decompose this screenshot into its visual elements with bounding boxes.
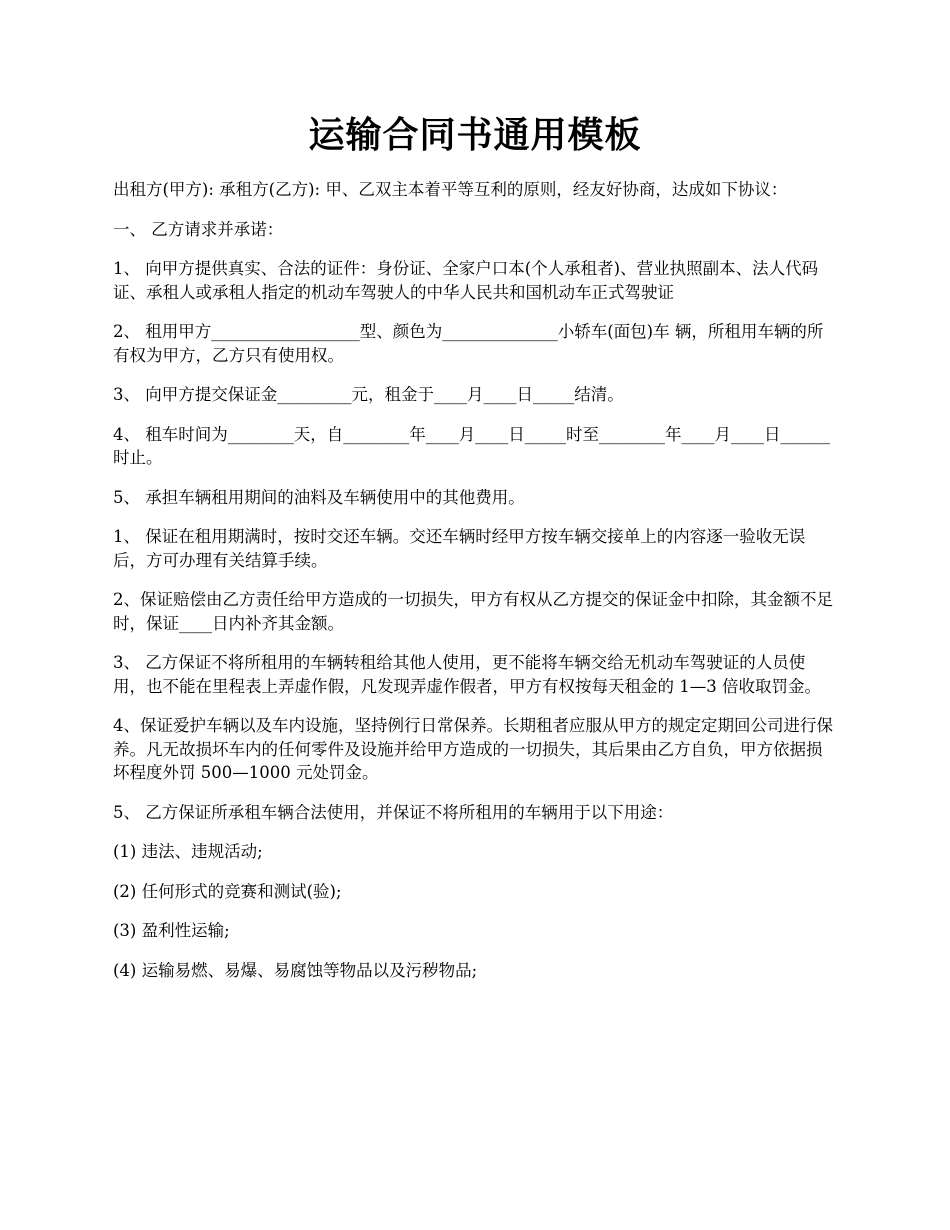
paragraph-guarantee-1-return: 1、 保证在租用期满时，按时交还车辆。交还车辆时经甲方按车辆交接单上的内容逐一验收无误后，方可办理有关结算手续。 — [113, 527, 806, 570]
list-item-use-4: (4) 运输易燃、易爆、易腐蚀等物品以及污秽物品; — [113, 960, 478, 980]
list-item-use-3: (3) 盈利性运输; — [113, 921, 230, 940]
paragraph-guarantee-5-legal-use: 5、 乙方保证所承租车辆合法使用，并保证不将所租用的车辆用于以下用途： — [113, 802, 674, 822]
paragraph-item-5-costs: 5、 承担车辆租用期间的油料及车辆使用中的其他费用。 — [113, 487, 525, 507]
paragraph-guarantee-4-maintenance: 4、保证爱护车辆以及车内设施，坚持例行日常保养。长期租者应服从甲方的规定定期回公司进行保养。凡无故损坏车内的任何零件及设施并给甲方造成的一切损失，其后果由乙方自负，甲方依据损坏程度外罚 500—1000 元处罚金。 — [113, 716, 833, 782]
paragraph-item-3-deposit: 3、 向甲方提交保证金_________元，租金于____月____日_____结清。 — [113, 385, 624, 404]
paragraph-item-4-rental-period: 4、 租车时间为________天，自________年____月____日_____时至________年____月____日______时止。 — [113, 424, 830, 467]
paragraph-guarantee-2-compensation: 2、保证赔偿由乙方责任给甲方造成的一切损失，甲方有权从乙方提交的保证金中扣除，其金额不足时，保证____日内补齐其金额。 — [113, 590, 833, 633]
document-body — [113, 178, 837, 998]
paragraph-guarantee-3-sublease: 3、 乙方保证不将所租用的车辆转租给其他人使用，更不能将车辆交给无机动车驾驶证的人员使用，也不能在里程表上弄虚作假，凡发现弄虚作假者，甲方有权按每天租金的 1—3 倍收取罚金。 — [113, 653, 821, 696]
paragraph-section-1-heading: 一、 乙方请求并承诺： — [113, 219, 284, 239]
list-item-use-1: (1) 违法、违规活动; — [113, 842, 263, 861]
paragraph-item-2-vehicle: 2、 租用甲方__________________型、颜色为______________小轿车(面包)车 辆，所租用车辆的所有权为甲方，乙方只有使用权。 — [113, 322, 824, 365]
paragraph-parties: 出租方(甲方): 承租方(乙方): 甲、乙双主本着平等互利的原则，经友好协商，达成如下协议： — [113, 180, 788, 199]
list-item-use-2: (2) 任何形式的竞赛和测试(验); — [113, 881, 342, 901]
paragraph-item-1-documents: 1、 向甲方提供真实、合法的证件：身份证、全家户口本(个人承租者)、营业执照副本、法人代码证、承租人或承租人指定的机动车驾驶人的中华人民共和国机动车正式驾驶证 — [113, 259, 819, 302]
document-title: 运输合同书通用模板 — [308, 115, 642, 156]
